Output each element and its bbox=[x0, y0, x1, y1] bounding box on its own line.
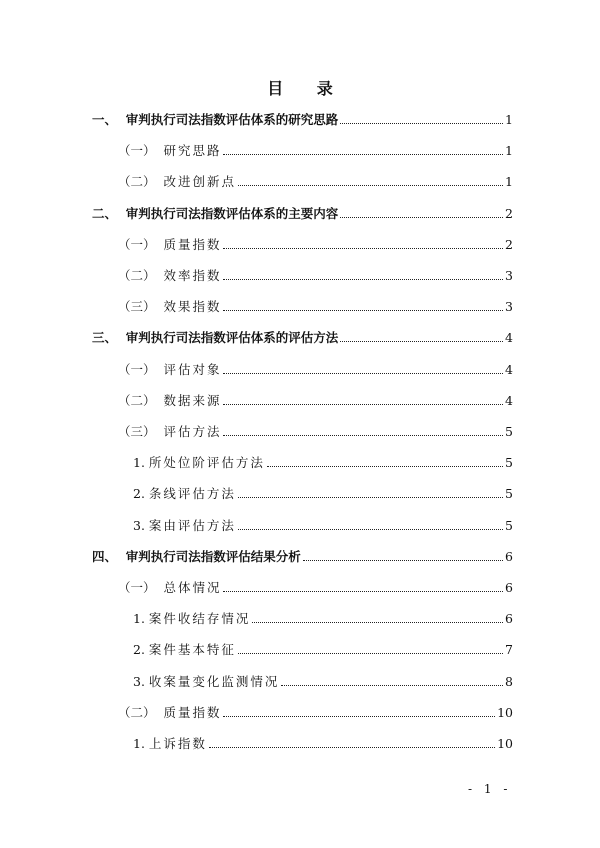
toc-dot-leader bbox=[223, 278, 503, 280]
toc-entry-number: （二） bbox=[118, 268, 164, 283]
toc-entry-number: （三） bbox=[118, 299, 164, 315]
toc-entry[interactable] bbox=[92, 543, 513, 565]
toc-entry-label: 效率指数 bbox=[163, 268, 222, 283]
toc-entry-label: 条线评估方法 bbox=[148, 486, 236, 502]
toc-entry-number: 1. bbox=[133, 736, 149, 751]
toc-entry-number: （二） bbox=[118, 174, 164, 190]
toc-entry-page: 7 bbox=[505, 642, 513, 658]
toc-entry[interactable] bbox=[92, 106, 513, 128]
toc-dot-leader bbox=[252, 621, 503, 623]
toc-dot-leader bbox=[281, 684, 503, 686]
page-number-footer: - 1 - bbox=[468, 782, 512, 796]
toc-entry-label: 质量指数 bbox=[163, 704, 222, 720]
toc-entry-label: 审判执行司法指数评估体系的评估方法 bbox=[125, 330, 339, 346]
toc-entry-label: 所处位阶评估方法 bbox=[148, 455, 265, 471]
toc-entry[interactable] bbox=[118, 699, 513, 721]
toc-entry[interactable] bbox=[118, 231, 513, 253]
toc-entry-number: 二、 bbox=[92, 205, 126, 221]
toc-entry[interactable] bbox=[133, 512, 513, 534]
toc-dot-leader bbox=[223, 434, 503, 436]
toc-entry[interactable] bbox=[118, 137, 513, 159]
toc-entry-number: 三、 bbox=[92, 330, 126, 346]
toc-entry-number: 2. bbox=[133, 642, 149, 658]
toc-dot-leader bbox=[223, 372, 503, 374]
toc-entry-label: 审判执行司法指数评估结果分析 bbox=[125, 548, 301, 564]
toc-entry-page: 6 bbox=[505, 548, 513, 564]
toc-dot-leader bbox=[340, 122, 503, 124]
toc-dot-leader bbox=[223, 309, 503, 311]
toc-entry[interactable] bbox=[92, 200, 513, 222]
toc-dot-leader bbox=[209, 746, 495, 748]
toc-entry[interactable] bbox=[118, 293, 513, 315]
toc-entry-page: 1 bbox=[505, 143, 513, 159]
toc-entry[interactable] bbox=[133, 605, 513, 627]
toc-entry-label: 效果指数 bbox=[163, 299, 222, 315]
toc-entry-page: 4 bbox=[505, 330, 513, 346]
toc-entry[interactable] bbox=[133, 449, 513, 471]
toc-title: 目 录 bbox=[267, 79, 347, 98]
toc-dot-leader bbox=[238, 652, 503, 654]
toc-entry-page: 10 bbox=[497, 704, 513, 720]
toc-entry-page: 5 bbox=[505, 424, 513, 439]
toc-entry-page: 2 bbox=[505, 205, 513, 221]
toc-entry-label: 改进创新点 bbox=[163, 174, 236, 190]
toc-entry-number: 四、 bbox=[92, 548, 126, 564]
toc-entry-label: 上诉指数 bbox=[148, 736, 207, 751]
toc-entry-label: 质量指数 bbox=[163, 236, 222, 252]
toc-dot-leader bbox=[223, 247, 503, 249]
toc-entry[interactable] bbox=[133, 636, 513, 658]
toc-entry-page: 6 bbox=[505, 580, 513, 595]
toc-dot-leader bbox=[340, 340, 503, 342]
toc-entry-page: 1 bbox=[505, 174, 513, 190]
toc-entry-number: （一） bbox=[118, 361, 164, 377]
toc-entry-page: 5 bbox=[505, 455, 513, 471]
toc-entry[interactable] bbox=[118, 387, 513, 409]
toc-entry[interactable] bbox=[118, 356, 513, 378]
toc-dot-leader bbox=[238, 496, 503, 498]
toc-entry-label: 案件收结存情况 bbox=[148, 611, 251, 627]
toc-entry-number: 1. bbox=[133, 455, 149, 471]
toc-entry-label: 总体情况 bbox=[163, 580, 222, 595]
toc-dot-leader bbox=[223, 715, 495, 717]
toc-entry-number: 一、 bbox=[92, 112, 126, 127]
toc-entry-number: （三） bbox=[118, 424, 164, 439]
toc-entry-number: 3. bbox=[133, 673, 149, 689]
toc-entry-page: 4 bbox=[505, 361, 513, 377]
toc-entry-page: 5 bbox=[505, 517, 513, 533]
toc-entry[interactable] bbox=[92, 324, 513, 346]
toc-entry-number: （二） bbox=[118, 704, 164, 720]
toc-entry-label: 数据来源 bbox=[163, 392, 222, 408]
toc-entry-number: （二） bbox=[118, 392, 164, 408]
toc-dot-leader bbox=[223, 403, 503, 405]
toc-entry-page: 2 bbox=[505, 236, 513, 252]
toc-entry-number: 2. bbox=[133, 486, 149, 502]
toc-entry-page: 4 bbox=[505, 392, 513, 408]
toc-entry-label: 评估方法 bbox=[163, 424, 222, 439]
toc-entry-label: 审判执行司法指数评估体系的研究思路 bbox=[125, 112, 339, 127]
toc-entry[interactable] bbox=[118, 168, 513, 190]
toc-entry-page: 3 bbox=[505, 299, 513, 315]
toc-entry[interactable] bbox=[133, 668, 513, 690]
toc-entry-label: 研究思路 bbox=[163, 143, 222, 159]
toc-entry-label: 评估对象 bbox=[163, 361, 222, 377]
toc-entry[interactable] bbox=[118, 262, 513, 284]
toc-dot-leader bbox=[267, 465, 503, 467]
toc-entry[interactable] bbox=[133, 480, 513, 502]
toc-entry[interactable] bbox=[118, 418, 513, 440]
toc-entry-page: 6 bbox=[505, 611, 513, 627]
toc-dot-leader bbox=[303, 559, 503, 561]
toc-dot-leader bbox=[340, 216, 503, 218]
toc-entry[interactable] bbox=[133, 730, 513, 752]
toc-entry-page: 8 bbox=[505, 673, 513, 689]
toc-entry-label: 案件基本特征 bbox=[148, 642, 236, 658]
toc-entry-number: （一） bbox=[118, 236, 164, 252]
toc-entry-label: 收案量变化监测情况 bbox=[148, 673, 280, 689]
toc-entry-label: 案由评估方法 bbox=[148, 517, 236, 533]
toc-entry[interactable] bbox=[118, 574, 513, 596]
toc-entry-number: （一） bbox=[118, 580, 164, 595]
toc-entry-number: （一） bbox=[118, 143, 164, 159]
toc-entry-label: 审判执行司法指数评估体系的主要内容 bbox=[125, 205, 339, 221]
toc-dot-leader bbox=[238, 184, 503, 186]
toc-dot-leader bbox=[238, 528, 503, 530]
toc-entry-page: 3 bbox=[505, 268, 513, 283]
toc-entry-number: 3. bbox=[133, 517, 149, 533]
toc-entry-page: 1 bbox=[505, 112, 513, 127]
toc-dot-leader bbox=[223, 590, 503, 592]
toc-entry-number: 1. bbox=[133, 611, 149, 627]
toc-entry-page: 10 bbox=[497, 736, 513, 751]
toc-entry-page: 5 bbox=[505, 486, 513, 502]
toc-dot-leader bbox=[223, 153, 503, 155]
